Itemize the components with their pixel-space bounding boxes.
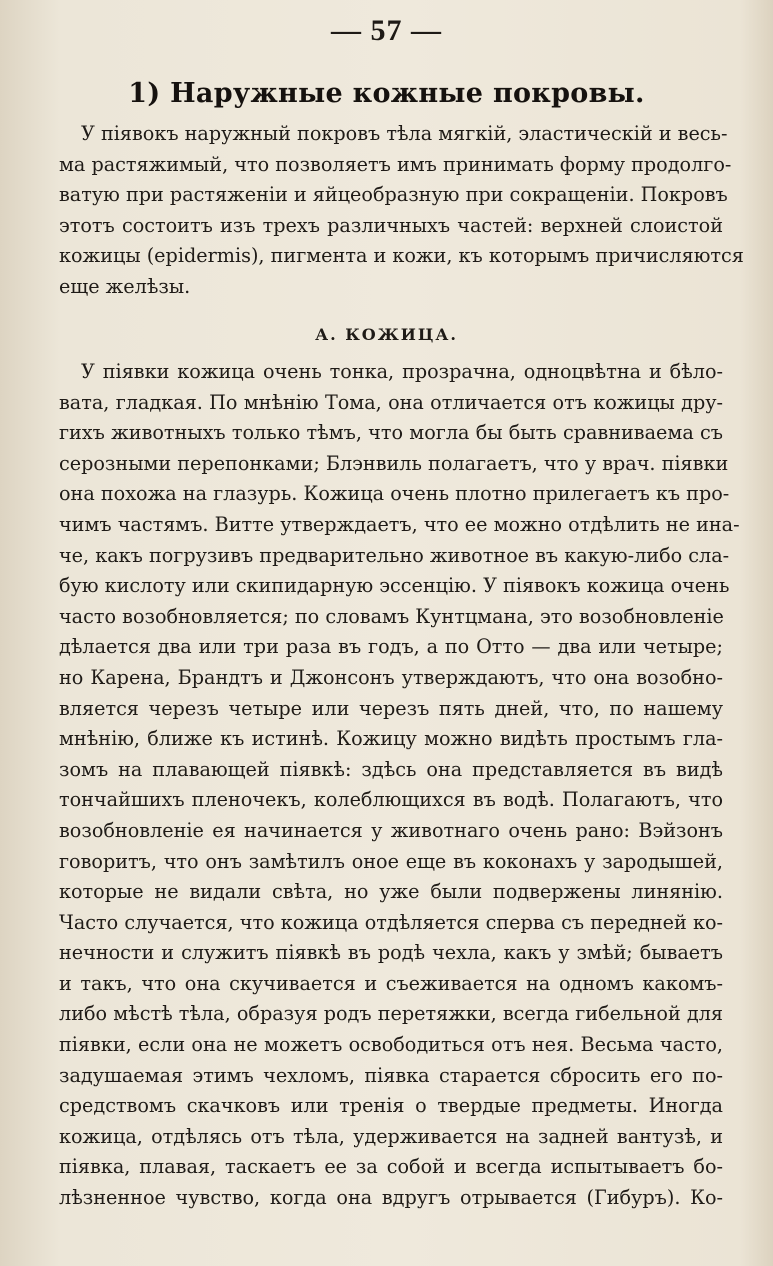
text-line: зомъ на плавающей піявкѣ: здѣсь она представляется въ видѣ	[59, 757, 723, 781]
text-line: вата, гладкая. По мнѣнію Тома, она отличается отъ кожицы дру-	[59, 390, 723, 414]
text-line: тончайшихъ пленочекъ, колеблющихся въ водѣ. Полагаютъ, что	[59, 788, 723, 812]
text-line: У піявки кожица очень тонка, прозрачна, одноцвѣтна и бѣло-	[81, 360, 723, 383]
paragraph-epidermis	[59, 357, 740, 1214]
text-line: піявка, плавая, таскаетъ ее за собой и всегда испытываетъ бо-	[59, 1155, 723, 1179]
text-line: вляется черезъ четыре или черезъ пять дней, что, по нашему	[59, 696, 723, 720]
text-line: ма растяжимый, что позволяетъ имъ принимать форму продолго-	[59, 152, 732, 176]
text-line: серозными перепонками; Блэнвиль полагаетъ, что у врач. піявки	[59, 451, 729, 475]
text-line: Часто случается, что кожица отдѣляется сперва съ передней ко-	[59, 910, 723, 934]
text-line: возобновленіе ея начинается у животнаго очень рано: Вэйзонъ	[59, 818, 723, 842]
text-line: этотъ состоитъ изъ трехъ различныхъ частей: верхней слоистой	[59, 213, 723, 237]
text-line: либо мѣстѣ тѣла, образуя родъ перетяжки, всегда гибельной для	[59, 1002, 723, 1026]
page-number: — 57 —	[331, 14, 442, 47]
text-line: еще желѣзы.	[59, 274, 191, 298]
text-line: кожицы (epidermis), пигмента и кожи, къ которымъ причисляются	[59, 244, 744, 268]
text-line: говоритъ, что онъ замѣтилъ оное еще въ коконахъ у зародышей,	[59, 849, 723, 873]
text-line: нечности и служитъ піявкѣ въ родѣ чехла, какъ у змѣй; бываетъ	[59, 941, 723, 965]
text-line: мнѣнію, ближе къ истинѣ. Кожицу можно видѣть простымъ гла-	[59, 727, 723, 751]
text-line: лѣзненное чувство, когда она вдругъ отрывается (Гибуръ). Ко-	[59, 1186, 723, 1210]
text-line: дѣлается два или три раза въ годъ, а по Отто — два или четыре;	[59, 635, 723, 659]
text-line: чимъ частямъ. Витте утверждаетъ, что ее можно отдѣлить не ина-	[59, 512, 740, 536]
text-line: средствомъ скачковъ или тренія о твердые предметы. Иногда	[59, 1094, 723, 1118]
text-line: и такъ, что она скучивается и съеживается на одномъ какомъ-	[59, 971, 723, 995]
text-line: но Карена, Брандтъ и Джонсонъ утверждаютъ, что она возобно-	[59, 665, 723, 689]
paragraph-outer-covers	[59, 119, 744, 303]
text-line: гихъ животныхъ только тѣмъ, что могла бы быть сравниваема съ	[59, 421, 723, 445]
subsection-heading: А. КОЖИЦА.	[315, 325, 458, 344]
section-heading: 1) Наружные кожные покровы.	[128, 78, 645, 109]
text-line: піявки, если она не можетъ освободиться отъ нея. Весьма часто,	[59, 1033, 723, 1057]
text-line: которые не видали свѣта, но уже были подвержены линянію.	[59, 880, 723, 904]
text-line: У піявокъ наружный покровъ тѣла мягкій, эластическій и весь-	[81, 122, 728, 145]
text-line: бую кислоту или скипидарную эссенцію. У піявокъ кожица очень	[59, 574, 730, 598]
text-line: задушаемая этимъ чехломъ, піявка старается сбросить его по-	[59, 1063, 723, 1087]
text-line: ватую при растяженіи и яйцеобразную при сокращеніи. Покровъ	[59, 183, 728, 207]
text-line: она похожа на глазурь. Кожица очень плотно прилегаетъ къ про-	[59, 482, 730, 506]
text-line: че, какъ погрузивъ предварительно животное въ какую-либо сла-	[59, 543, 730, 567]
text-line: часто возобновляется; по словамъ Кунтцмана, это возобновленіе	[59, 604, 724, 628]
text-line: кожица, отдѣлясь отъ тѣла, удерживается на задней вантузѣ, и	[59, 1124, 723, 1148]
